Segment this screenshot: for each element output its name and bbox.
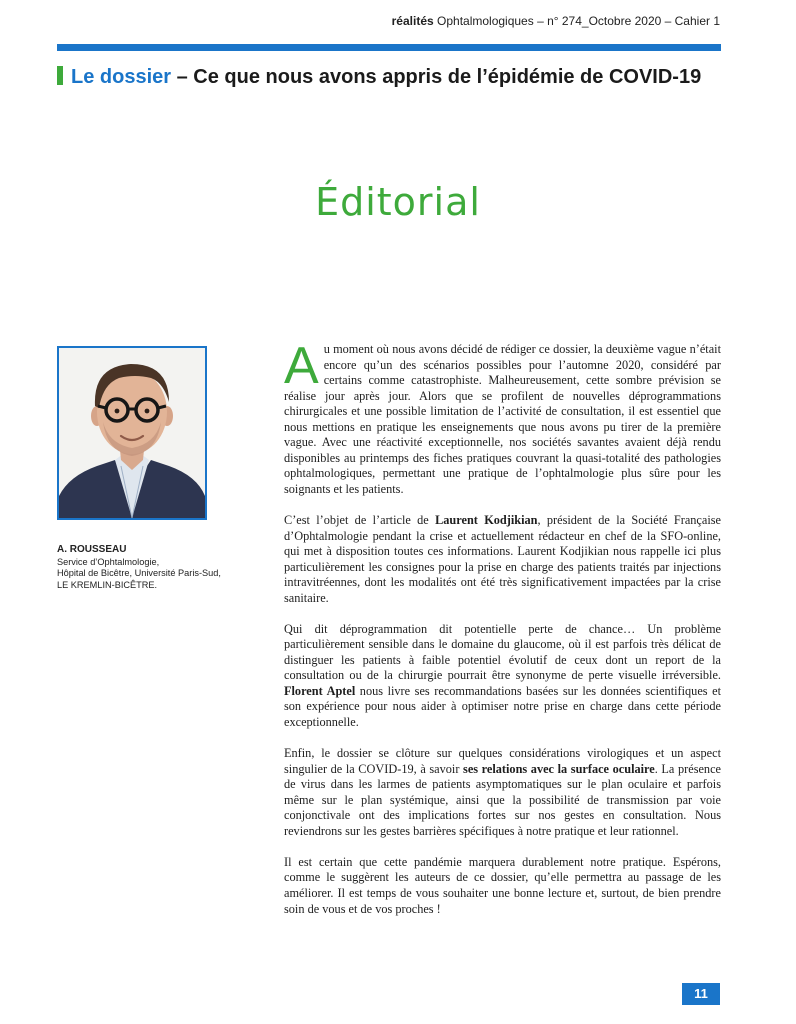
paragraph-text: u moment où nous avons décidé de rédiger ce dossier, la deuxième vague n’était encore qu’un des scénarios possibles pour l’automne 2020, considéré par certains comme catastrophiste. Malheureusement, cette sombre prévision se réalise jour après jour. Alors que se profilent de nouvelles déprogrammations chirurgicales et une possible limitation de l’activité de consultation, il est essentiel que nous mettions en pratique les enseignements que nous avons pu tirer de la première vague. Avec une réactivité exceptionnelle, nos sociétés savantes avaient déjà rendu disponibles au printemps des fiches pratiques couvrant la quasi-totalité des pathologies ophtalmologiques, permettant une pratique de l’ophtalmologie plus sûre pour les soignants et les patients. <box>284 342 721 496</box>
paragraph-text: Enfin, le dossier se clôture sur quelques considérations virologiques et un aspect singulier de la COVID-19, à savoir <box>284 746 721 776</box>
journal-header <box>392 14 720 28</box>
paragraph-text: , président de la Société Française d’Ophtalmologie pendant la crise et actuellement rédacteur en chef de la SFO-online, qui met à disposition toutes ces informations. Laurent Kodjikian nous rappelle ici plus particulièrement les consignes pour la prise en charge des patients traités par injections intravitréennes, dont les modalités ont été très significativement impactées par la crise sanitaire. <box>284 512 721 605</box>
author-affiliation-line: Hôpital de Bicêtre, Université Paris-Sud, <box>57 568 221 578</box>
author-name: A. ROUSSEAU <box>57 544 127 555</box>
paragraph-text: C’est l’objet de l’article de <box>284 512 436 527</box>
paragraph-text: nous livre ses recommandations basées sur les données scientifiques et son expérience pour nous aider à optimiser notre prise en charge dans cette période exceptionnelle. <box>284 683 721 730</box>
page-title: Éditorial <box>315 180 481 224</box>
paragraph <box>284 622 721 731</box>
paragraph-text: . La présence de virus dans les larmes de patients asymptomatiques sur le plan oculaire et parfois même sur le plan systémique, ainsi que la possibilité de transmission par voie conjonctivale ont des implications fortes sur nos gestes en consultation. Nous reviendrons sur les gestes barrières spécifiques à notre pratique et leur rationnel. <box>284 761 722 838</box>
topic-reference: ses relations avec la surface oculaire <box>463 761 655 776</box>
paragraph-text: Qui dit déprogrammation dit potentielle perte de chance… Un problème particulièrement sensible dans le domaine du glaucome, où il est parfois très délicat de distinguer les patients à faible potentiel évolutif de ceux dont un report de la consultation ou de la chirurgie pourrait être synonyme de perte visuelle irréversible. <box>284 621 721 683</box>
author-block <box>57 544 257 591</box>
author-reference: Florent Aptel <box>284 683 356 698</box>
portrait-illustration <box>59 348 205 518</box>
journal-brand: réalités <box>391 14 434 28</box>
author-portrait <box>57 346 207 520</box>
header-rule <box>57 44 721 51</box>
author-reference: Laurent Kodjikian <box>435 512 538 527</box>
paragraph <box>284 513 721 606</box>
paragraph-text: Il est certain que cette pandémie marquera durablement notre pratique. Espérons, comme le suggèrent les auteurs de ce dossier, qu’elle permettra au passage de les améliorer. Il est temps de vous souhaiter une bonne lecture et, surtout, de bien prendre soin de vous et de vos proches ! <box>284 854 721 916</box>
paragraph <box>284 337 721 497</box>
section-label: Le dossier <box>71 66 172 88</box>
section-marker <box>57 66 63 85</box>
author-affiliation-line: Service d’Ophtalmologie, <box>57 556 160 567</box>
paragraph <box>284 746 721 839</box>
journal-issue: Ophtalmologiques – n° 274_Octobre 2020 – Cahier 1 <box>433 14 720 28</box>
author-affiliation-line: LE KREMLIN-BICÊTRE. <box>57 579 158 590</box>
page-number: 11 <box>682 983 720 1005</box>
section-title: – Ce que nous avons appris de l’épidémie de COVID-19 <box>171 66 702 88</box>
article-body <box>284 337 722 933</box>
paragraph <box>284 855 721 917</box>
section-heading <box>57 66 757 89</box>
drop-cap: A <box>284 337 319 395</box>
